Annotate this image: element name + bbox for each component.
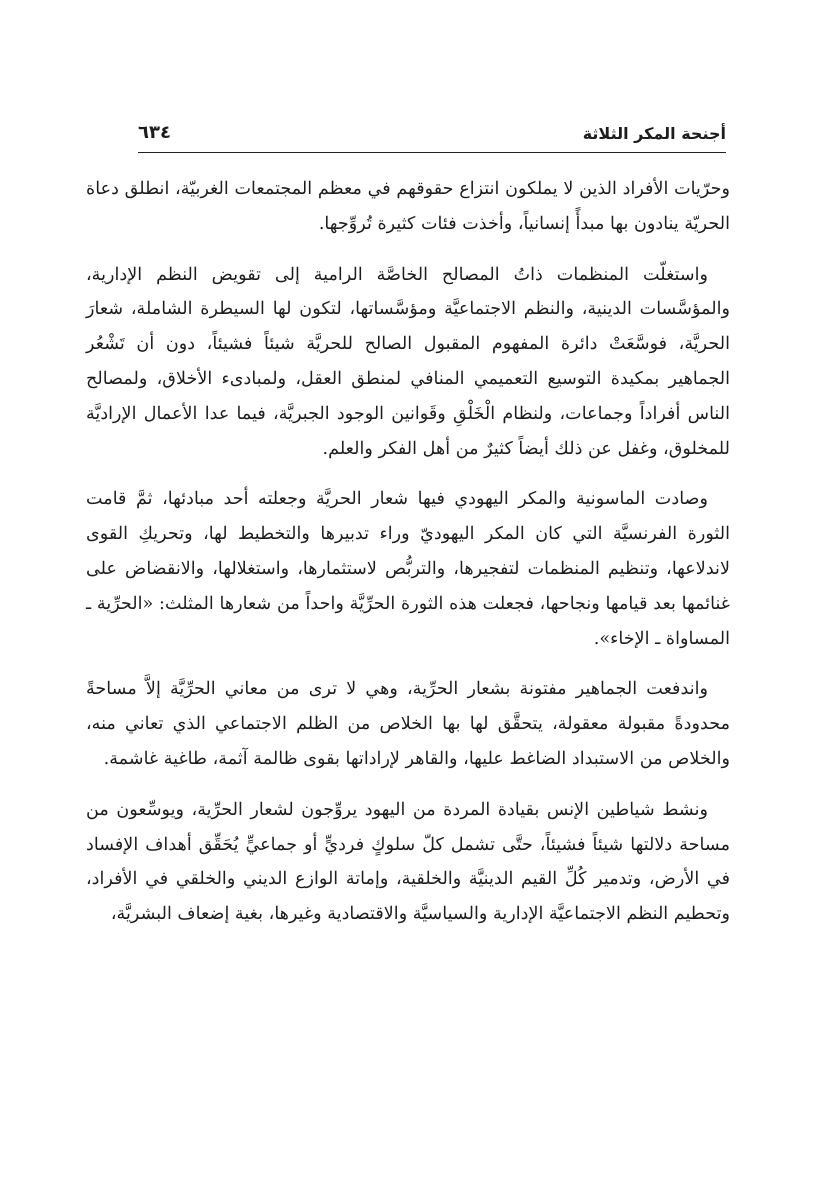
book-title: أجنحة المكر الثلاثة [582,124,726,143]
page-body [86,172,730,948]
paragraph: ونشط شياطين الإنس بقيادة المردة من اليهود يروِّجون لشعار الحرِّية، ويوسِّعون من مساحة دلالتها شيئاً فشيئاً، حتَّى تشمل كلّ سلوكٍ فرديٍّ أو جماعيٍّ يُحَقِّق أهداف الإفساد في الأرض، وتدمير كُلِّ القيم الدينيَّة والخلقية، وإماتة الوازع الديني والخلقي في الأفراد، وتحطيم النظم الاجتماعيَّة الإدارية والسياسيَّة والاقتصادية وغيرها، بغية إضعاف البشريَّة، [86,799,730,925]
paragraph: وحرّيات الأفراد الذين لا يملكون انتزاع حقوقهم في معظم المجتمعات الغربيّة، انطلق دعاة الحريّة ينادون بها مبدأً إنسانياً، وأخذت فئات كثيرة تُروِّجها. [86,179,730,234]
page-number: ٦٣٤ [138,122,171,143]
paragraph: وصادت الماسونية والمكر اليهودي فيها شعار الحريَّة وجعلته أحد مبادئها، ثمَّ قامت الثورة الفرنسيَّة التي كان المكر اليهوديّ وراء تدبيرها والتخطيط لها، وتحريكِ القوى لاندلاعها، وتنظيم المنظمات لتفجيرها، والتربُّص لاستثمارها، واستغلالها، والانقضاض على غنائمها بعد قيامها ونجاحها، فجعلت هذه الثورة الحرِّيَّة واحداً من شعارها المثلث: «الحرِّية ـ المساواة ـ الإخاء». [86,489,730,649]
paragraph: واندفعت الجماهير مفتونة بشعار الحرِّية، وهي لا ترى من معاني الحرِّيَّة إلاَّ مساحةً محدودةً مقبولة معقولة، يتحقَّق لها بها الخلاص من الظلم الاجتماعي الذي تعاني منه، والخلاص من الاستبداد الضاغط عليها، والقاهر لإراداتها بقوى ظالمة آثمة، طاغية غاشمة. [86,679,730,769]
paragraph: واستغلّت المنظمات ذاتُ المصالح الخاصَّة الرامية إلى تقويض النظم الإدارية، والمؤسَّسات الدينية، والنظم الاجتماعيَّة ومؤسَّساتها، لتكون لها السيطرة الشاملة، شعارَ الحريَّة، فوسَّعَتْ دائرة المفهوم المقبول الصالح للحريَّة شيئاً فشيئاً، دون أن تَشْعُر الجماهير بمكيدة التوسيع التعميمي المنافي لمنطق العقل، ولمبادىء الأخلاق، ولمصالح الناس أفراداً وجماعات، ولنظام الْخَلْقِ وقَوانين الوجود الجبريَّة، فيما عدا الأعمال الإراديَّة للمخلوق، وغفل عن ذلك أيضاً كثيرٌ من أهل الفكر والعلم. [86,264,730,459]
running-header [138,118,726,153]
